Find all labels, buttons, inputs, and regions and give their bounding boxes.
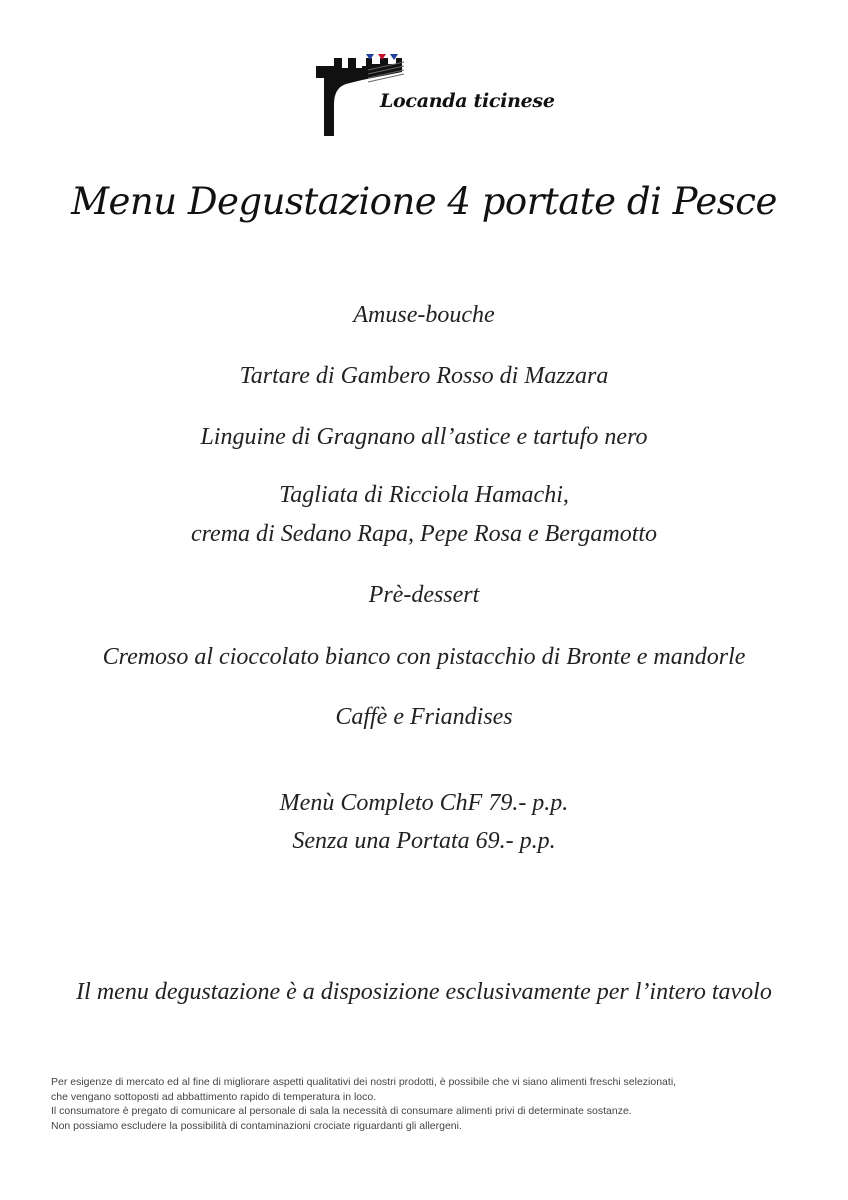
price-line: Menù Completo ChF 79.- p.p. (279, 790, 569, 816)
restaurant-logo (312, 44, 555, 136)
course-item: crema di Sedano Rapa, Pepe Rosa e Bergamotto (190, 521, 658, 547)
menu-title: Menu Degustazione 4 portate di Pesce (71, 180, 777, 223)
disclaimer-line: che vengano sottoposti ad abbattimento rapido di temperatura in loco. (51, 1090, 377, 1103)
course-item: Linguine di Gragnano all’astice e tartufo nero (200, 424, 648, 450)
restaurant-name: Locanda ticinese (380, 90, 555, 112)
disclaimer-line: Non possiamo escludere la possibilità di contaminazioni crociate riguardanti gli allergeni. (51, 1119, 462, 1132)
course-item: Amuse-bouche (353, 302, 495, 328)
course-item: Prè-dessert (368, 582, 480, 608)
disclaimer-line: Per esigenze di mercato ed al fine di migliorare aspetti qualitativi dei nostri prodotti, è possibile che vi siano alimenti freschi selezionati, (51, 1076, 677, 1088)
course-item: Caffè e Friandises (335, 704, 513, 730)
course-item: Cremoso al cioccolato bianco con pistacchio di Bronte e mandorle (102, 644, 746, 670)
allergen-disclaimer (51, 1075, 811, 1133)
table-notice: Il menu degustazione è a disposizione esclusivamente per l’intero tavolo (76, 979, 772, 1005)
course-item: Tartare di Gambero Rosso di Mazzara (239, 363, 609, 389)
disclaimer-line: Il consumatore è pregato di comunicare al personale di sala la necessità di consumare alimenti privi di determinate sostanze. (51, 1105, 632, 1117)
course-item: Tagliata di Ricciola Hamachi, (279, 482, 569, 508)
price-line: Senza una Portata 69.- p.p. (292, 828, 556, 854)
